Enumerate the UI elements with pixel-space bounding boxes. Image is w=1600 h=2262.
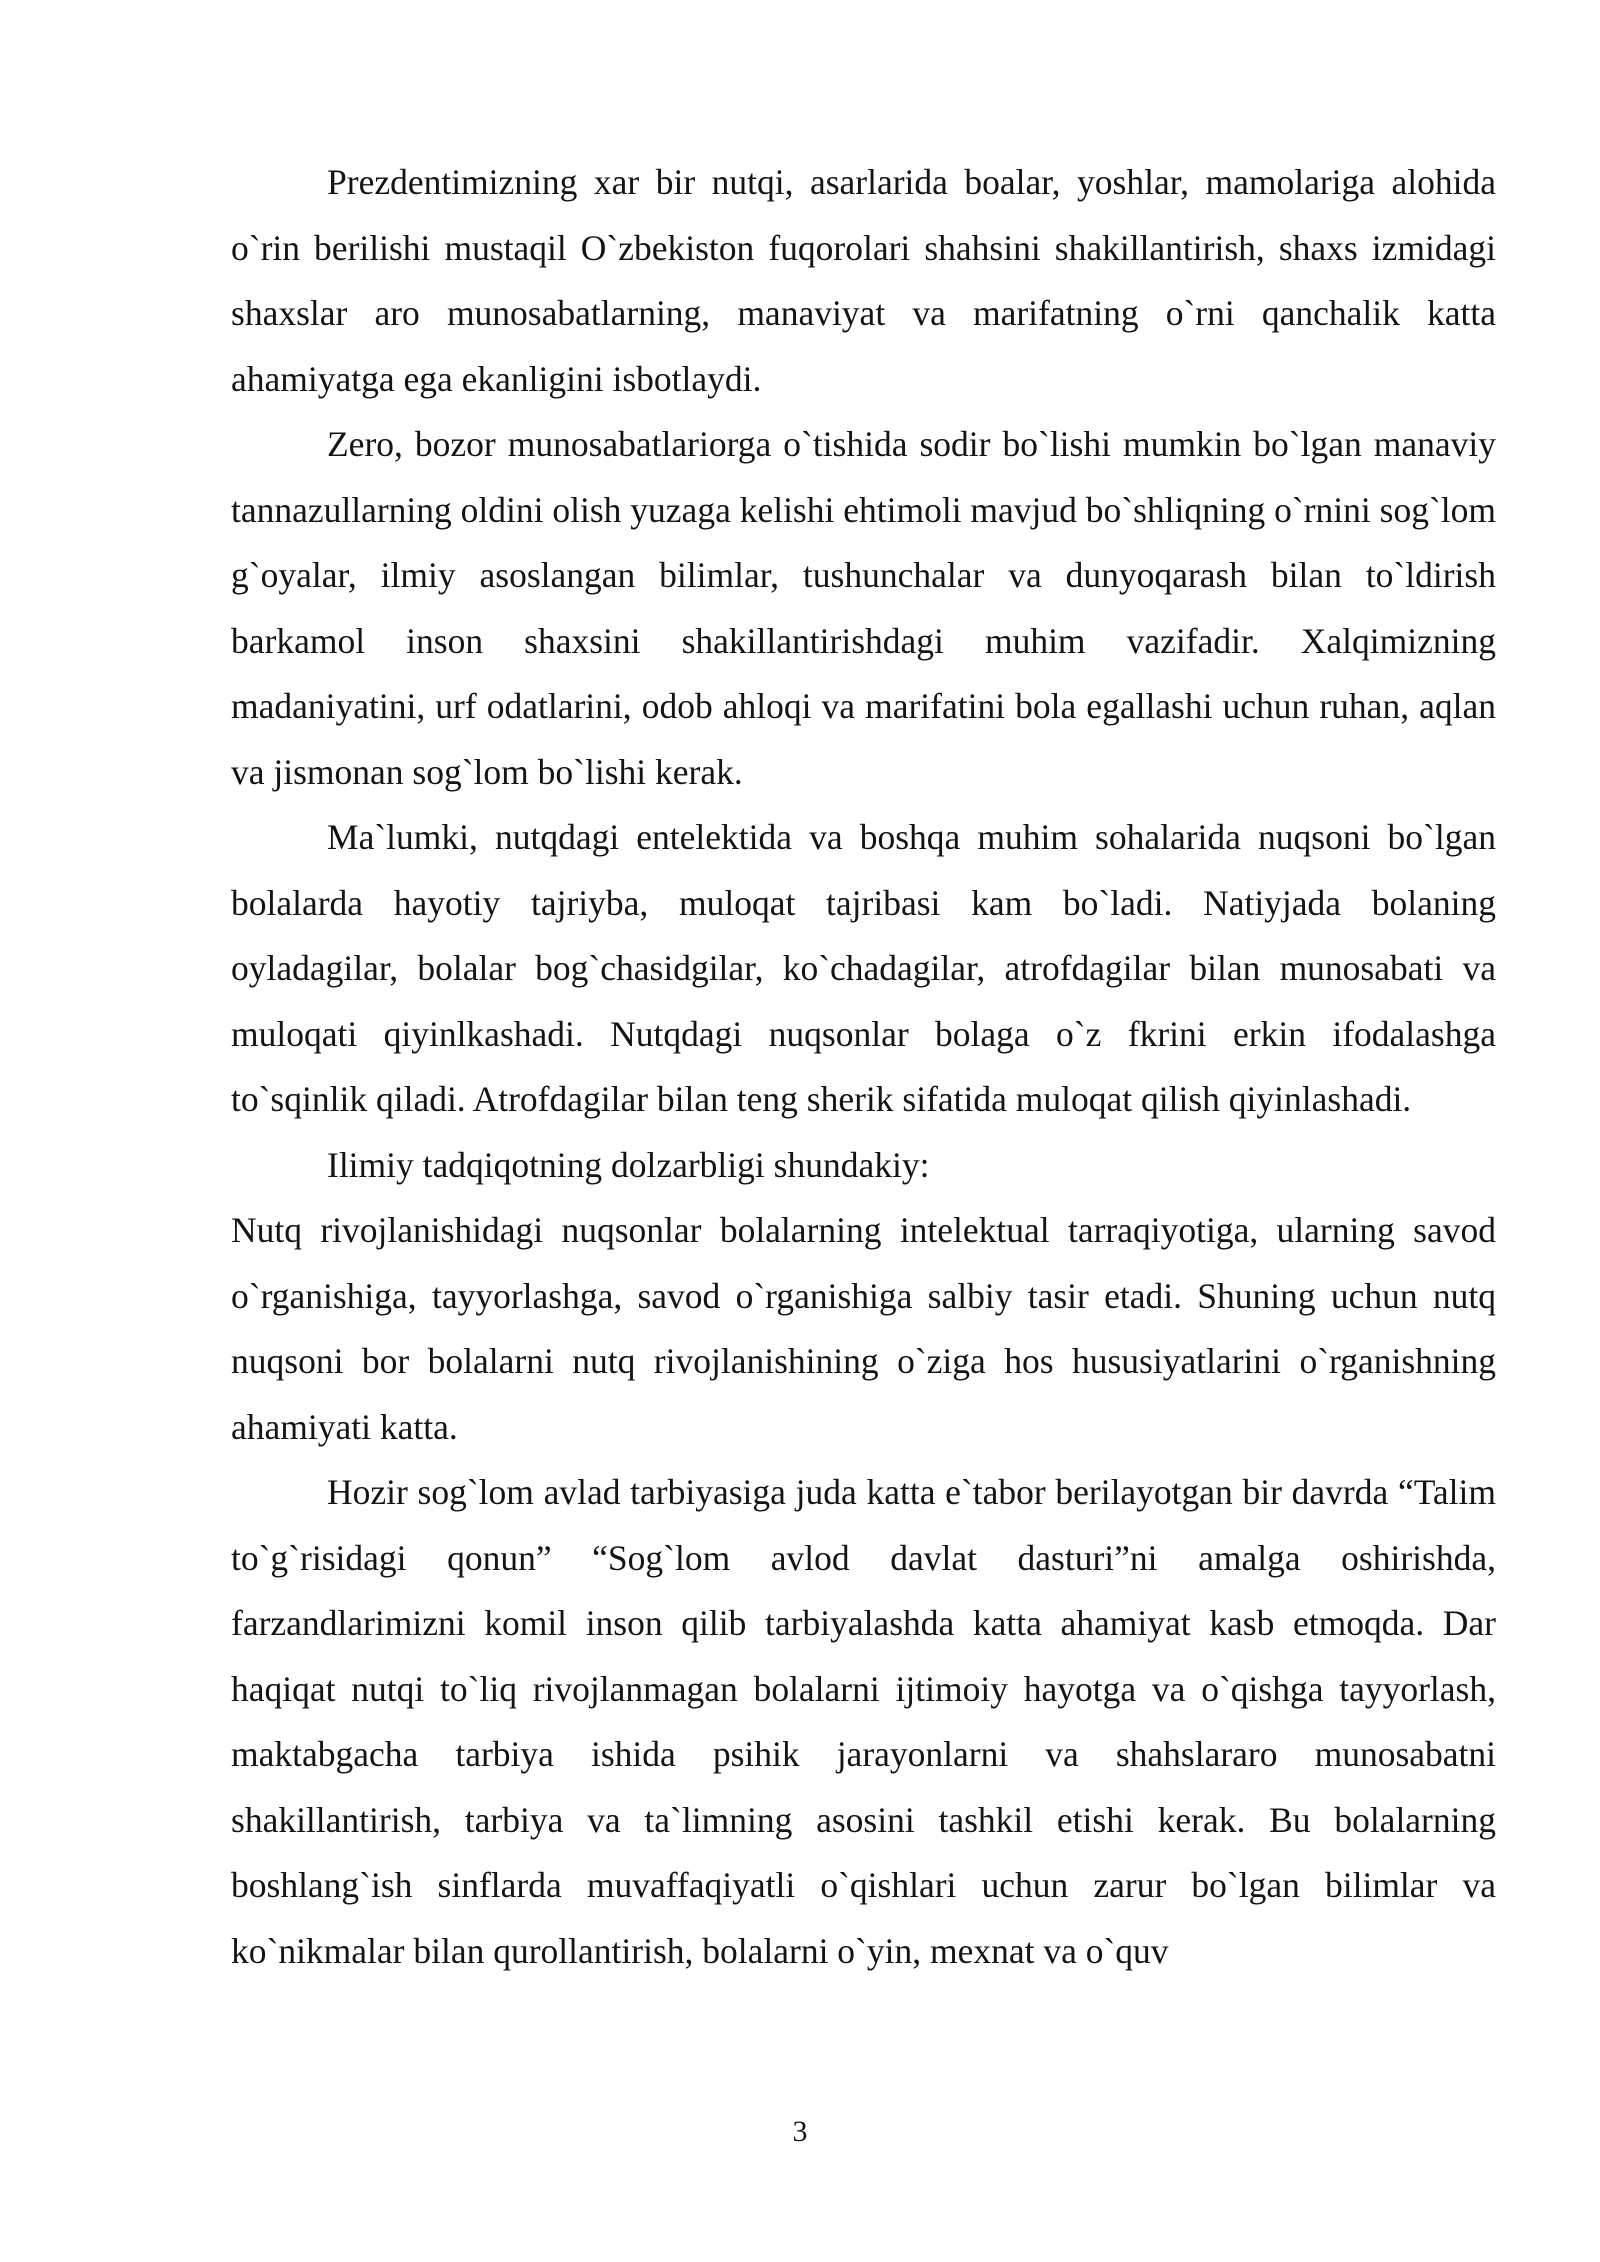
- paragraph-5: Nutq rivojlanishidagi nuqsonlar bolalarning intelektual tarraqiyotiga, ularning savod o`rganishiga, tayyorlashga, savod o`rganishiga salbiy tasir etadi. Shuning uchun nutq nuqsoni bor bolalarni nutq rivojlanishining o`ziga hos hususiyatlarini o`rganishning ahamiyati katta.: [231, 1210, 1496, 1447]
- paragraph-2: Zero, bozor munosabatlariorga o`tishida sodir bo`lishi mumkin bo`lgan manaviy tannazullarning oldini olish yuzaga kelishi ehtimoli mavjud bo`shliqning o`rnini sog`lom g`oyalar, ilmiy asoslangan bilimlar, tushunchalar va dunyoqarash bilan to`ldirish barkamol inson shaxsini shakillantirishdagi muhim vazifadir. Xalqimizning madaniyatini, urf odatlarini, odob ahloqi va marifatini bola egallashi uchun ruhan, aqlan va jismonan sog`lom bo`lishi kerak.: [231, 424, 1496, 792]
- paragraph-4: Ilimiy tadqiqotning dolzarbligi shundakiy:: [327, 1144, 930, 1185]
- page-number: 3: [792, 2115, 808, 2148]
- paragraph-6: Hozir sog`lom avlad tarbiyasiga juda katta e`tabor berilayotgan bir davrda “Talim to`g`risidagi qonun” “Sog`lom avlod davlat dasturi”ni amalga oshirishda, farzandlarimizni komil inson qilib tarbiyalashda katta ahamiyat kasb etmoqda. Dar haqiqat nutqi to`liq rivojlanmagan bolalarni ijtimoiy hayotga va o`qishga tayyorlash, maktabgacha tarbiya ishida psihik jarayonlarni va shahslararo munosabatni shakillantirish, tarbiya va ta`limning asosini tashkil etishi kerak. Bu bolalarning boshlang`ish sinflarda muvaffaqiyatli o`qishlari uchun zarur bo`lgan bilimlar va ko`nikmalar bilan qurollantirish, bolalarni o`yin, mexnat va o`quv: [231, 1472, 1496, 1971]
- paragraph-1: Prezdentimizning xar bir nutqi, asarlarida boalar, yoshlar, mamolariga alohida o`rin berilishi mustaqil O`zbekiston fuqorolari shahsini shakillantirish, shaxs izmidagi shaxslar aro munosabatlarning, manaviyat va marifatning o`rni qanchalik katta ahamiyatga ega ekanligini isbotlaydi.: [231, 162, 1496, 399]
- paragraph-3: Ma`lumki, nutqdagi entelektida va boshqa muhim sohalarida nuqsoni bo`lgan bolalarda hayotiy tajriyba, muloqat tajribasi kam bo`ladi. Natiyjada bolaning oyladagilar, bolalar bog`chasidgilar, ko`chadagilar, atrofdagilar bilan munosabati va muloqati qiyinlkashadi. Nutqdagi nuqsonlar bolaga o`z fkrini erkin ifodalashga to`sqinlik qiladi. Atrofdagilar bilan teng sherik sifatida muloqat qilish qiyinlashadi.: [231, 817, 1496, 1119]
- document-body: [231, 150, 1496, 1984]
